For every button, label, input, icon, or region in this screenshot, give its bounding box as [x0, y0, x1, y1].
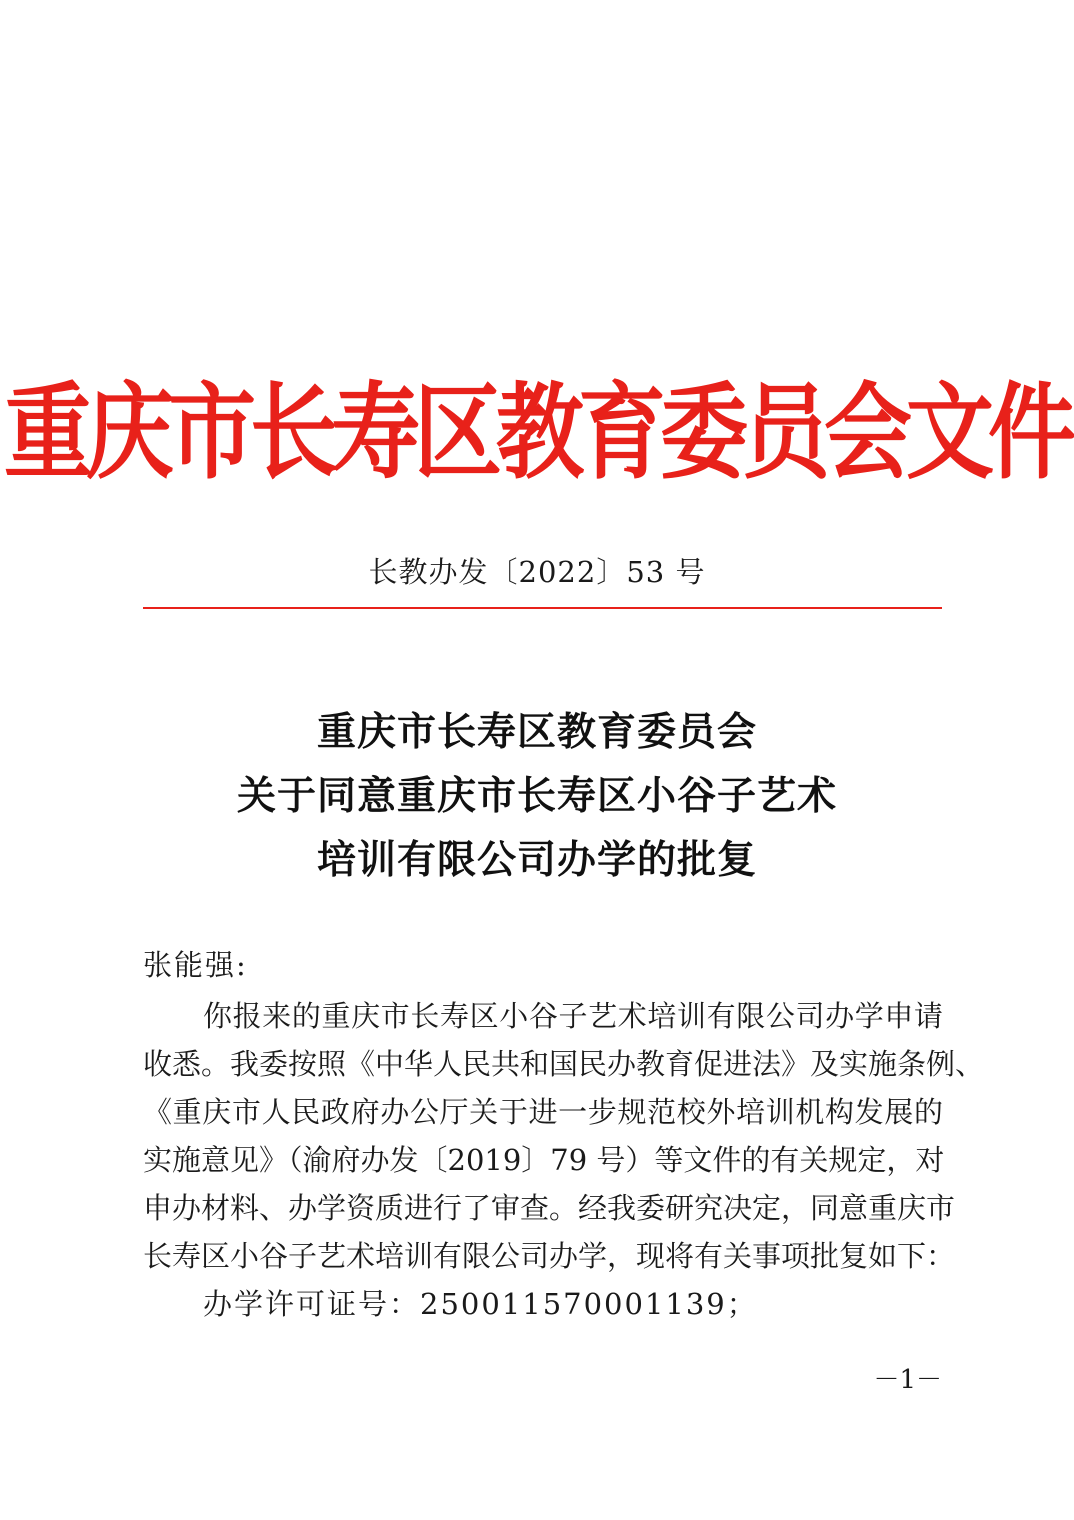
paragraph-line: 《重庆市人民政府办公厅关于进一步规范校外培训机构发展的: [143, 1095, 943, 1129]
document-masthead: 重庆市长寿区教育委员会文件: [3, 371, 1070, 494]
document-body: [143, 938, 985, 1328]
page-number: －1－: [873, 1365, 942, 1395]
red-divider-line: [143, 607, 942, 609]
paragraph-line: 长寿区小谷子艺术培训有限公司办学，现将有关事项批复如下：: [143, 1239, 956, 1273]
document-number: 长教办发〔2022〕53 号: [368, 555, 706, 589]
paragraph-line: 你报来的重庆市长寿区小谷子艺术培训有限公司办学申请: [203, 999, 943, 1033]
title-line: 重庆市长寿区教育委员会: [316, 709, 757, 755]
paragraph-line: 实施意见》（渝府办发〔2019〕79 号）等文件的有关规定，对: [143, 1143, 945, 1177]
document-title: [0, 700, 1074, 892]
title-line: 关于同意重庆市长寿区小谷子艺术: [236, 773, 837, 819]
addressee: 张能强:: [143, 948, 248, 982]
license-number-line: 办学许可证号：250011570001139；: [203, 1287, 758, 1321]
paragraph-line: 申办材料、办学资质进行了审查。经我委研究决定，同意重庆市: [143, 1191, 956, 1225]
paragraph-line: 收悉。我委按照《中华人民共和国民办教育促进法》及实施条例、: [143, 1047, 985, 1081]
title-line: 培训有限公司办学的批复: [316, 837, 757, 883]
